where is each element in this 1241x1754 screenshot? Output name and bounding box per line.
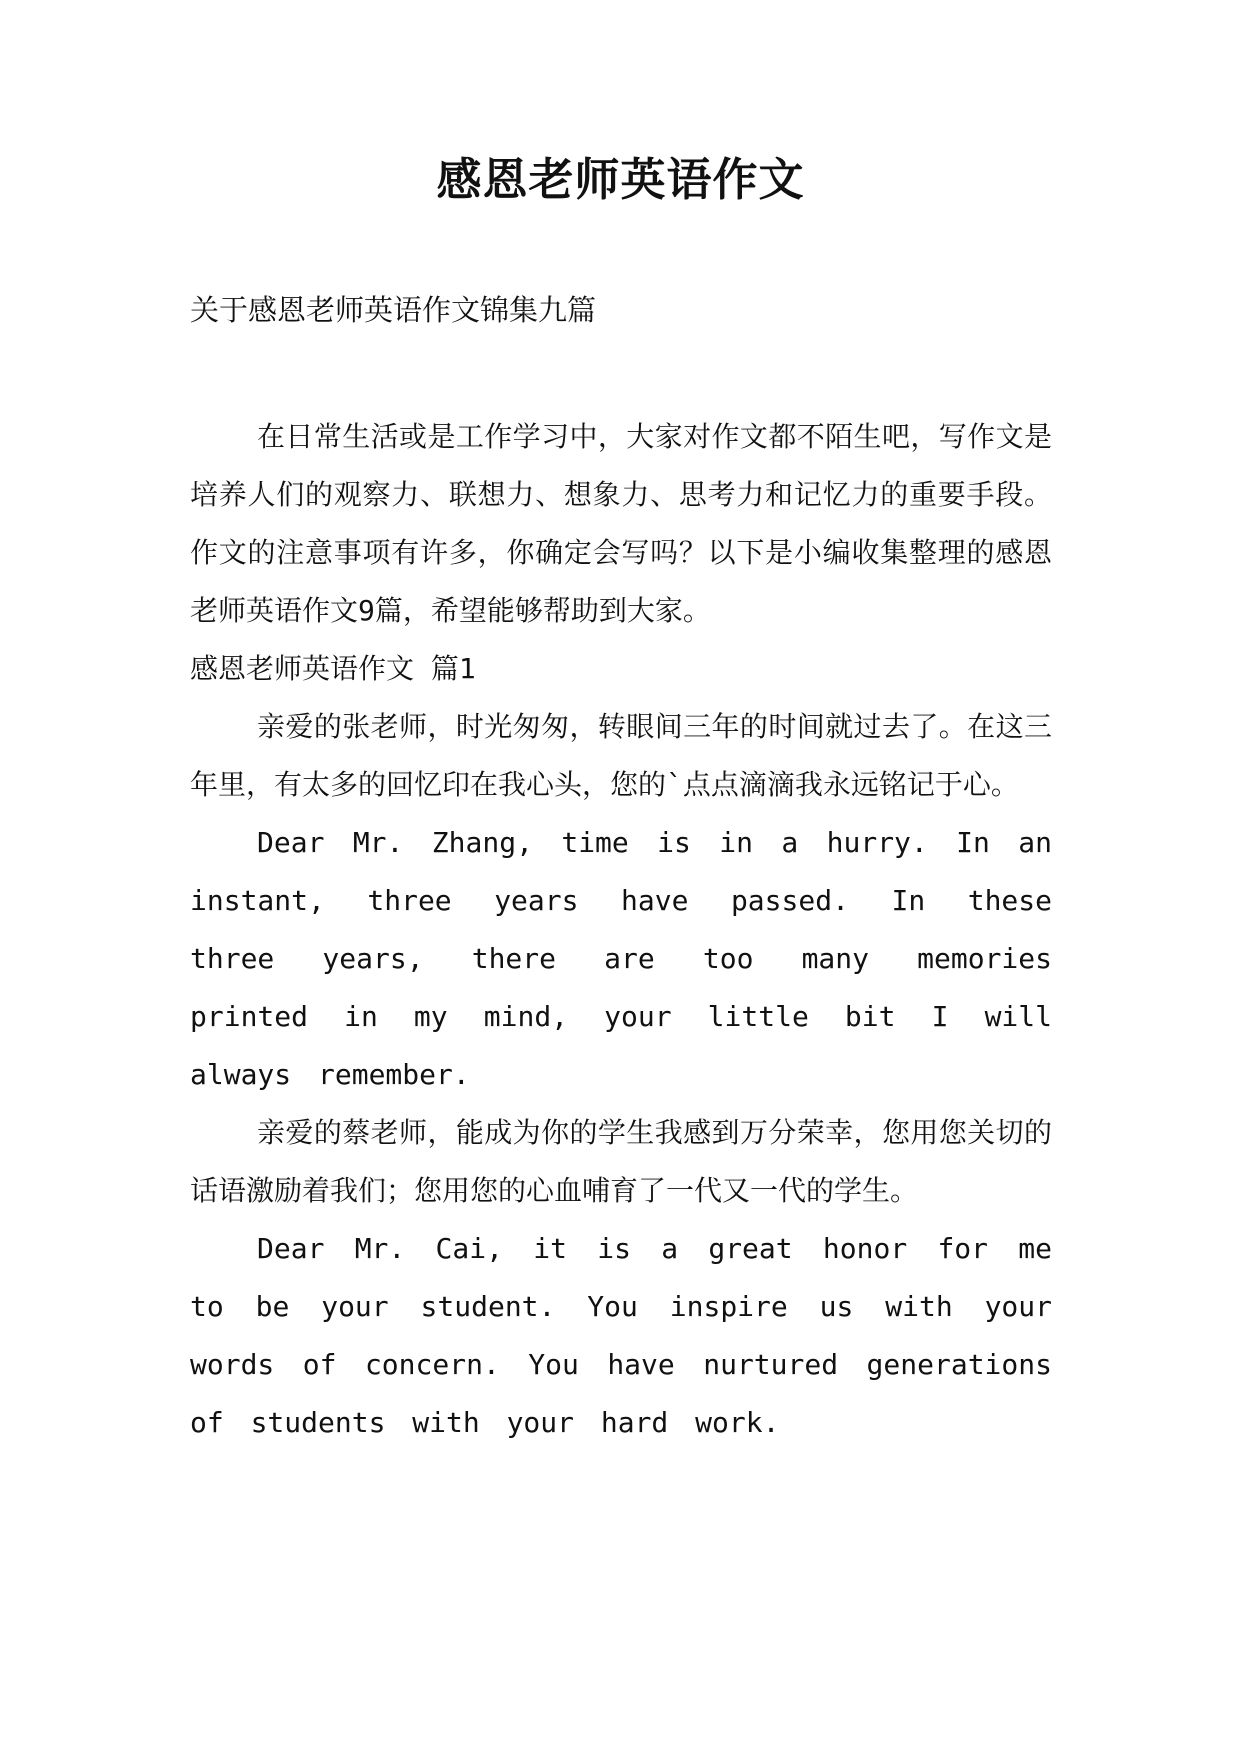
document-body bbox=[190, 408, 1052, 1452]
document-subtitle: 关于感恩老师英语作文锦集九篇 bbox=[190, 293, 597, 327]
document-title: 感恩老师英语作文 bbox=[436, 153, 805, 206]
section-heading: 感恩老师英语作文 篇1 bbox=[190, 652, 476, 685]
paragraph-chinese-1: 亲爱的张老师，时光匆匆，转眼间三年的时间就过去了。在这三年里，有太多的回忆印在我心头，您的`点点滴滴我永远铭记于心。 bbox=[190, 710, 1052, 801]
paragraph-english-1: Dear Mr. Zhang, time is in a hurry. In an instant, three years have passed. In these three years, there are too many memories printed in my mind, your little bit I will always remember. bbox=[190, 826, 1052, 1091]
paragraph-chinese-2: 亲爱的蔡老师，能成为你的学生我感到万分荣幸，您用您关切的话语激励着我们；您用您的心血哺育了一代又一代的学生。 bbox=[190, 1116, 1052, 1207]
intro-paragraph: 在日常生活或是工作学习中，大家对作文都不陌生吧，写作文是培养人们的观察力、联想力、想象力、思考力和记忆力的重要手段。作文的注意事项有许多，你确定会写吗？以下是小编收集整理的感恩老师英语作文9篇，希望能够帮助到大家。 bbox=[190, 420, 1052, 627]
paragraph-english-2: Dear Mr. Cai, it is a great honor for me to be your student. You inspire us with your words of concern. You have nurtured generations of students with your hard work. bbox=[190, 1232, 1052, 1439]
